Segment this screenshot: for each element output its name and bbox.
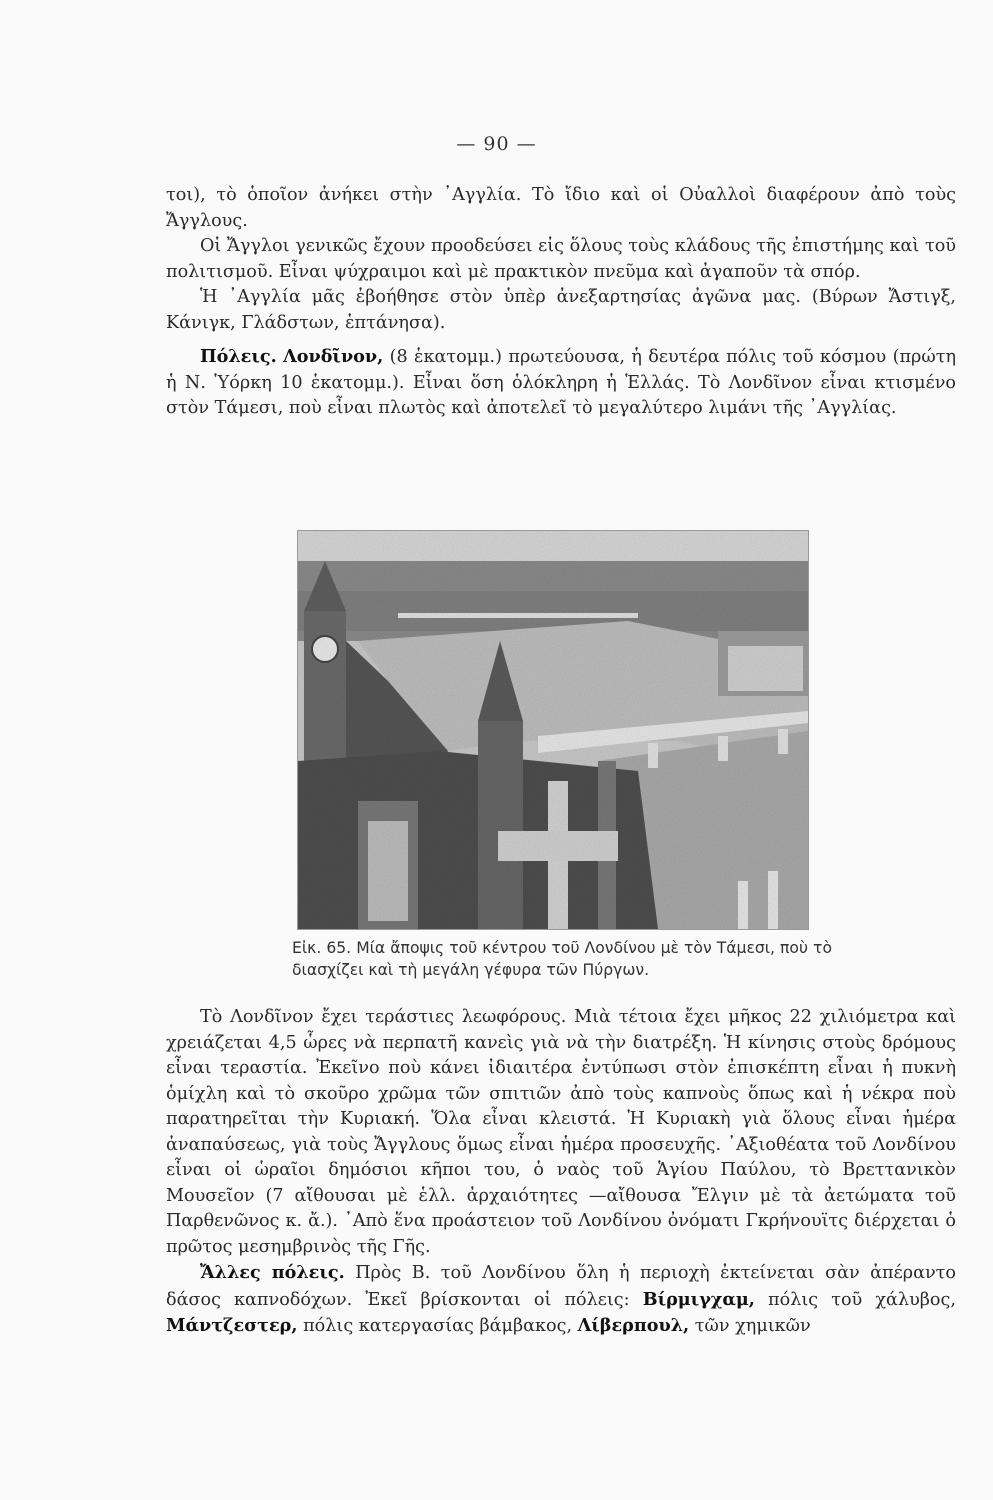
city-manchester: Μάντζεστερ, (166, 1315, 298, 1336)
liverpool-description: τῶν χημικῶν (689, 1316, 811, 1336)
city-liverpool: Λίβερπουλ, (577, 1315, 690, 1336)
other-cities-text: Πρὸς Β. τοῦ Λονδίνου ὅλη ἡ περιοχὴ ἐκτείνεται σὰν ἀπέραντο δάσος καπνοδόχων. Ἐκεῖ βρίσκονται οἱ πόλεις: (166, 1263, 956, 1310)
manchester-description: πόλις κατεργασίας βάμβακος, (297, 1316, 578, 1336)
top-text-block (166, 183, 956, 422)
bottom-text-block (166, 1005, 956, 1340)
figure-caption: Εἰκ. 65. Μία ἄποψις τοῦ κέντρου τοῦ Λονδίνου μὲ τὸν Τάμεσι, ποὺ τὸ διασχίζει καὶ τὴ μεγάλη γέφυρα τῶν Πύργων. (292, 939, 832, 979)
birmingham-description: πόλις τοῦ χάλυβος, (754, 1289, 956, 1310)
london-name: Λονδῖνον, (283, 346, 384, 367)
cities-text: (8 ἑκατομμ.) πρωτεύουσα, ἡ δευτέρα πόλις τοῦ κόσμου (πρώτη ἡ Ν. Ὑόρκη 10 ἑκατομμ.). Εἶναι ὅση ὁλόκληρη ἡ Ἑλλάς. Τὸ Λονδῖνον εἶναι κτισμένο στὸν Τάμεσι, ποὺ εἶναι πλωτὸς καὶ ἀποτελεῖ τὸ μεγαλύτερο λιμάνι τῆς ᾿Αγγλίας. (166, 347, 956, 418)
london-photo (297, 530, 809, 930)
london-aerial-image (298, 531, 808, 929)
paragraph-english-progress: Οἱ Ἄγγλοι γενικῶς ἔχουν προοδεύσει εἰς ὅλους τοὺς κλάδους τῆς ἐπιστήμης καὶ τοῦ πολιτισμοῦ. Εἶναι ψύχραιμοι καὶ μὲ πρακτικὸν πνεῦμα καὶ ἀγαποῦν τὰ σπόρ. (166, 236, 956, 282)
other-cities-heading: Ἄλλες πόλεις. (200, 1262, 345, 1283)
page-number: — 90 — (456, 133, 537, 155)
paragraph-continuation: τοι), τὸ ὁποῖον ἀνήκει στὴν ᾿Αγγλία. Τὸ ἴδιο καὶ οἱ Οὐαλλοὶ διαφέρουν ἀπὸ τοὺς Ἄγγλους. (166, 185, 956, 231)
paragraph-cities (166, 344, 956, 422)
paragraph-other-cities (166, 1260, 956, 1340)
cities-heading: Πόλεις. (200, 346, 277, 367)
paragraph-england-helped: Ἡ ᾿Αγγλία μᾶς ἐβοήθησε στὸν ὑπὲρ ἀνεξαρτησίας ἀγῶνα μας. (Βύρων Ἄστιγξ, Κάνιγκ, Γλάδστων, ἑπτάνησα). (166, 287, 956, 333)
city-birmingham: Βίρμιγχαμ, (642, 1288, 755, 1310)
paragraph-london-avenues: Τὸ Λονδῖνον ἔχει τεράστιες λεωφόρους. Μιὰ τέτοια ἔχει μῆκος 22 χιλιόμετρα καὶ χρειάζεται 4,5 ὧρες νὰ περπατῆ κανεὶς γιὰ νὰ τὴν διατρέξη. Ἡ κίνησις στοὺς δρόμους εἶναι τεραστία. Ἐκεῖνο ποὺ κάνει ἰδιαιτέρα ἐντύπωσι στὸν ἐπισκέπτη εἶναι ἡ πυκνὴ ὁμίχλη καὶ τὸ σκοῦρο χρῶμα τῶν σπιτιῶν ἀπὸ τοὺς καπνοὺς ὅπως καὶ ἡ νέκρα ποὺ παρατηρεῖται τὴν Κυριακή. Ὅλα εἶναι κλειστά. Ἡ Κυριακὴ γιὰ ὅλους εἶναι ἡμέρα ἀναπαύσεως, γιὰ τοὺς Ἄγγλους ὅμως εἶναι ἡμέρα προσευχῆς. ᾿Αξιοθέατα τοῦ Λονδίνου εἶναι οἱ ὡραῖοι δημόσιοι κῆποι του, ὁ ναὸς τοῦ Ἁγίου Παύλου, τὸ Βρεττανικὸν Μουσεῖον (7 αἴθουσαι μὲ ἑλλ. ἀρχαιότητες —αἴθουσα Ἔλγιν μὲ τὰ ἀετώματα τοῦ Παρθενῶνος κ. ἄ.). ᾿Απὸ ἕνα προάστειον τοῦ Λονδίνου ὀνόματι Γκρήνουϊτς διέρχεται ὁ πρῶτος μεσημβρινὸς τῆς Γῆς. (166, 1007, 956, 1257)
